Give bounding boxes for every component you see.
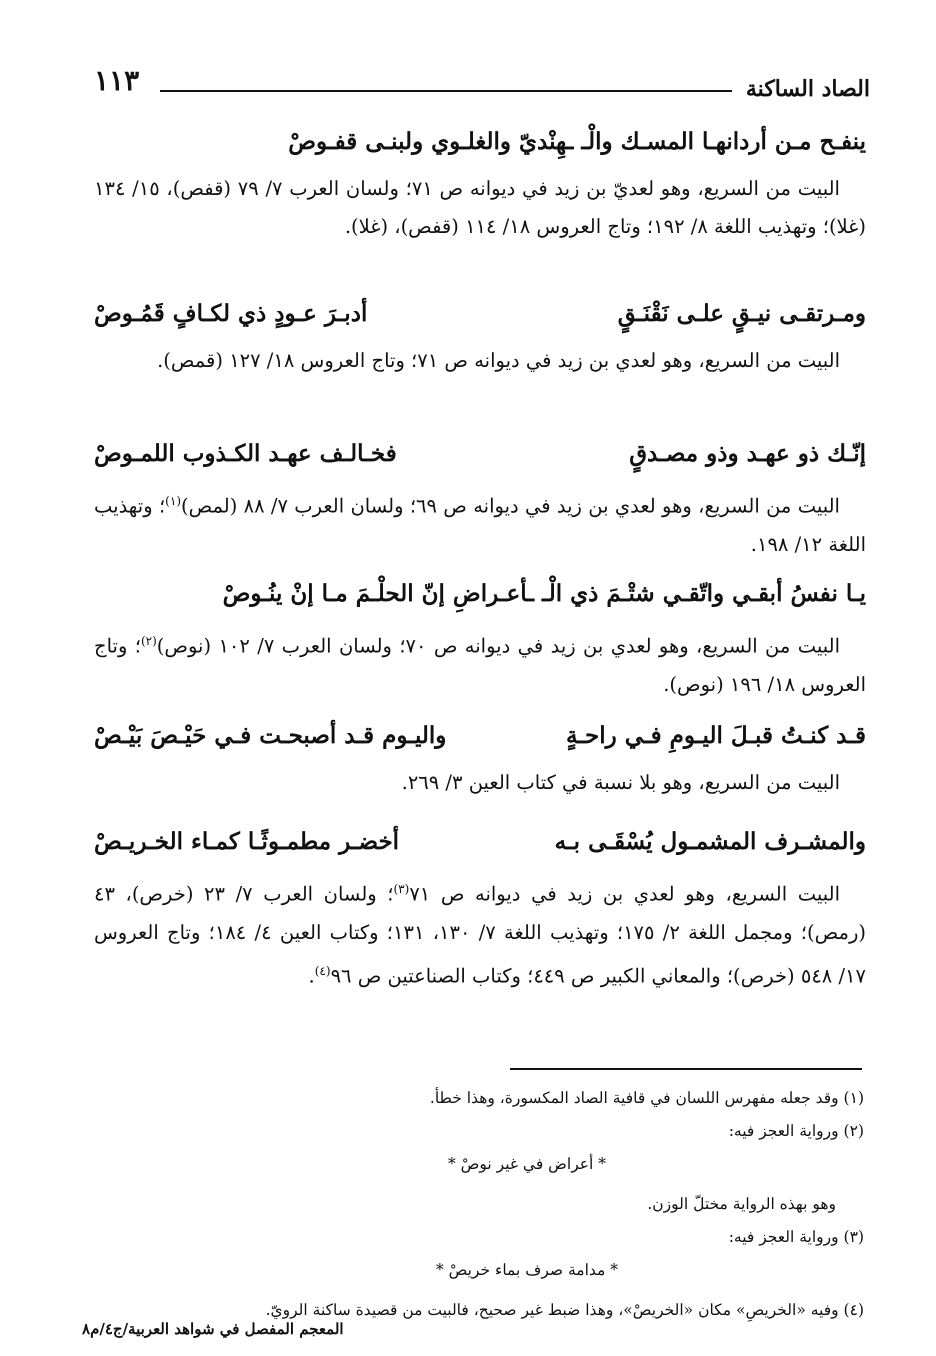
source-text-tail: ؛ وتهذيب اللغة ١٢/ ١٩٨.	[94, 494, 866, 556]
footnote-quote: * أعراض في غير نوصْ *	[447, 1155, 606, 1173]
verse-sadr: إنّـك ذو عهـد وذو مصـدقٍ	[629, 440, 866, 467]
verse-line	[94, 128, 866, 168]
footer-book-title: المعجم المفصل في شواهد العربية/ج٤/م٨	[82, 1320, 344, 1338]
footnote: (١) وقد جعله مفهرس اللسان في قافية الصاد المكسورة، وهذا خطأ.	[429, 1089, 864, 1107]
footnote-separator	[510, 1068, 862, 1070]
verse-entry	[94, 300, 866, 380]
verse-ajuz: فخـالـف عهـد الكـذوب اللمـوصْ	[94, 440, 397, 467]
verse-line	[94, 580, 866, 620]
verse-entry	[94, 828, 866, 995]
source-text-end: .	[308, 964, 315, 987]
footnote: (٤) وفيه «الخريصِ» مكان «الخريصْ»، وهذا ضبط غير صحيح، فالبيت من قصيدة ساكنة الرويّ.	[265, 1301, 864, 1319]
verse-source	[94, 170, 866, 246]
verse-ajuz: أخضـر مطمـوثًـا كمـاء الخـريـصْ	[94, 828, 400, 855]
source-text: البيت من السريع، وهو لعدي بن زيد في ديوانه ص ٦٩؛ ولسان العرب ٧/ ٨٨ (لمص)	[181, 494, 840, 518]
source-text: البيت من السريع، وهو لعدي بن زيد في ديوانه ص ٧١؛ وتاج العروس ١٨/ ١٢٧ (قمص).	[157, 349, 840, 372]
verse-line	[94, 722, 866, 762]
footnote-ref: (٢)	[140, 634, 157, 648]
source-text: البيت من السريع، وهو لعدي بن زيد في ديوانه ص ٧٠؛ ولسان العرب ٧/ ١٠٢ (نوص)	[156, 634, 840, 658]
verse-line	[94, 440, 866, 480]
footnotes	[100, 1082, 864, 1327]
verse-sadr: والمشـرف المشمـول يُسْقَـى بـه	[554, 828, 866, 855]
verse-ajuz: أدبـرَ عـودٍ ذي لكـافٍ قَمُـوصْ	[94, 300, 368, 327]
source-text-tail: ؛ وتاج العروس ١٨/ ١٩٦ (نوص).	[94, 634, 866, 696]
footnote-note: وهو بهذه الرواية مختلّ الوزن.	[647, 1195, 836, 1213]
page-header	[94, 64, 870, 104]
footnote-ref: (٣)	[393, 882, 410, 896]
verse-ajuz: واليـوم قـد أصبحـت فـي حَيْـصَ بَيْـصْ	[94, 722, 447, 749]
verse-source	[94, 622, 866, 704]
verse-line	[94, 300, 866, 340]
verse-entry	[94, 580, 866, 704]
verse-source	[94, 764, 866, 802]
footnote: (٢) ورواية العجز فيه:	[728, 1122, 864, 1140]
source-text: البيت من السريع، وهو بلا نسبة في كتاب العين ٣/ ٢٦٩.	[401, 771, 840, 794]
verse-full: ينفـح مـن أردانهـا المسـك والْـ ـهِنْديّ والغلـوي ولبنـى قفـوصْ	[288, 128, 866, 155]
footnote: (٣) ورواية العجز فيه:	[728, 1228, 864, 1246]
verse-entry	[94, 722, 866, 802]
footnote-ref: (١)	[165, 494, 181, 508]
running-title: الصاد الساكنة	[745, 76, 870, 102]
footnote-ref: (٤)	[314, 963, 331, 978]
page-number: ١١٣	[94, 64, 140, 97]
verse-source	[94, 870, 866, 995]
source-text: البيت من السريع، وهو لعديّ بن زيد في ديوانه ص ٧١؛ ولسان العرب ٧/ ٧٩ (قفص)، ١٥/ ١٣٤ (غلا)؛ وتهذيب اللغة ٨/ ١٩٢؛ وتاج العروس ١٨/ ١١٤ (قفص)، (غلا).	[94, 177, 866, 238]
verse-entry	[94, 128, 866, 246]
footnote-quote: * مدامة صرف بماء خريصْ *	[436, 1261, 618, 1279]
source-text-tail: ؛ ولسان العرب ٧/ ٢٣ (خرص)، ٤٣ (رمص)؛ ومجمل اللغة ٢/ ١٧٥؛ وتهذيب اللغة ٧/ ١٣٠، ١٣١؛ وكتاب العين ٤/ ١٨٤؛ وتاج العروس ١٧/ ٥٤٨ (خرص)؛ والمعاني الكبير ص ٤٤٩؛ وكتاب الصناعتين ص ٩٦	[94, 882, 866, 987]
verse-source	[94, 342, 866, 380]
verse-source	[94, 482, 866, 564]
header-rule	[160, 90, 732, 92]
verse-line	[94, 828, 866, 868]
verse-full: يـا نفسُ أبقـي واتّقـي شتْـمَ ذي الْـ ـأعـراضِ إنّ الحلْـمَ مـا إنْ ينُـوصْ	[222, 580, 866, 607]
source-text: البيت السريع، وهو لعدي بن زيد في ديوانه ص ٧١	[409, 882, 841, 906]
verse-entry	[94, 440, 866, 564]
verse-sadr: ومـرتقـى نيـقٍ علـى نَقْنَـقٍ	[617, 300, 866, 327]
verse-sadr: قـد كنـتُ قبـلَ اليـومِ فـي راحـةٍ	[565, 722, 866, 749]
